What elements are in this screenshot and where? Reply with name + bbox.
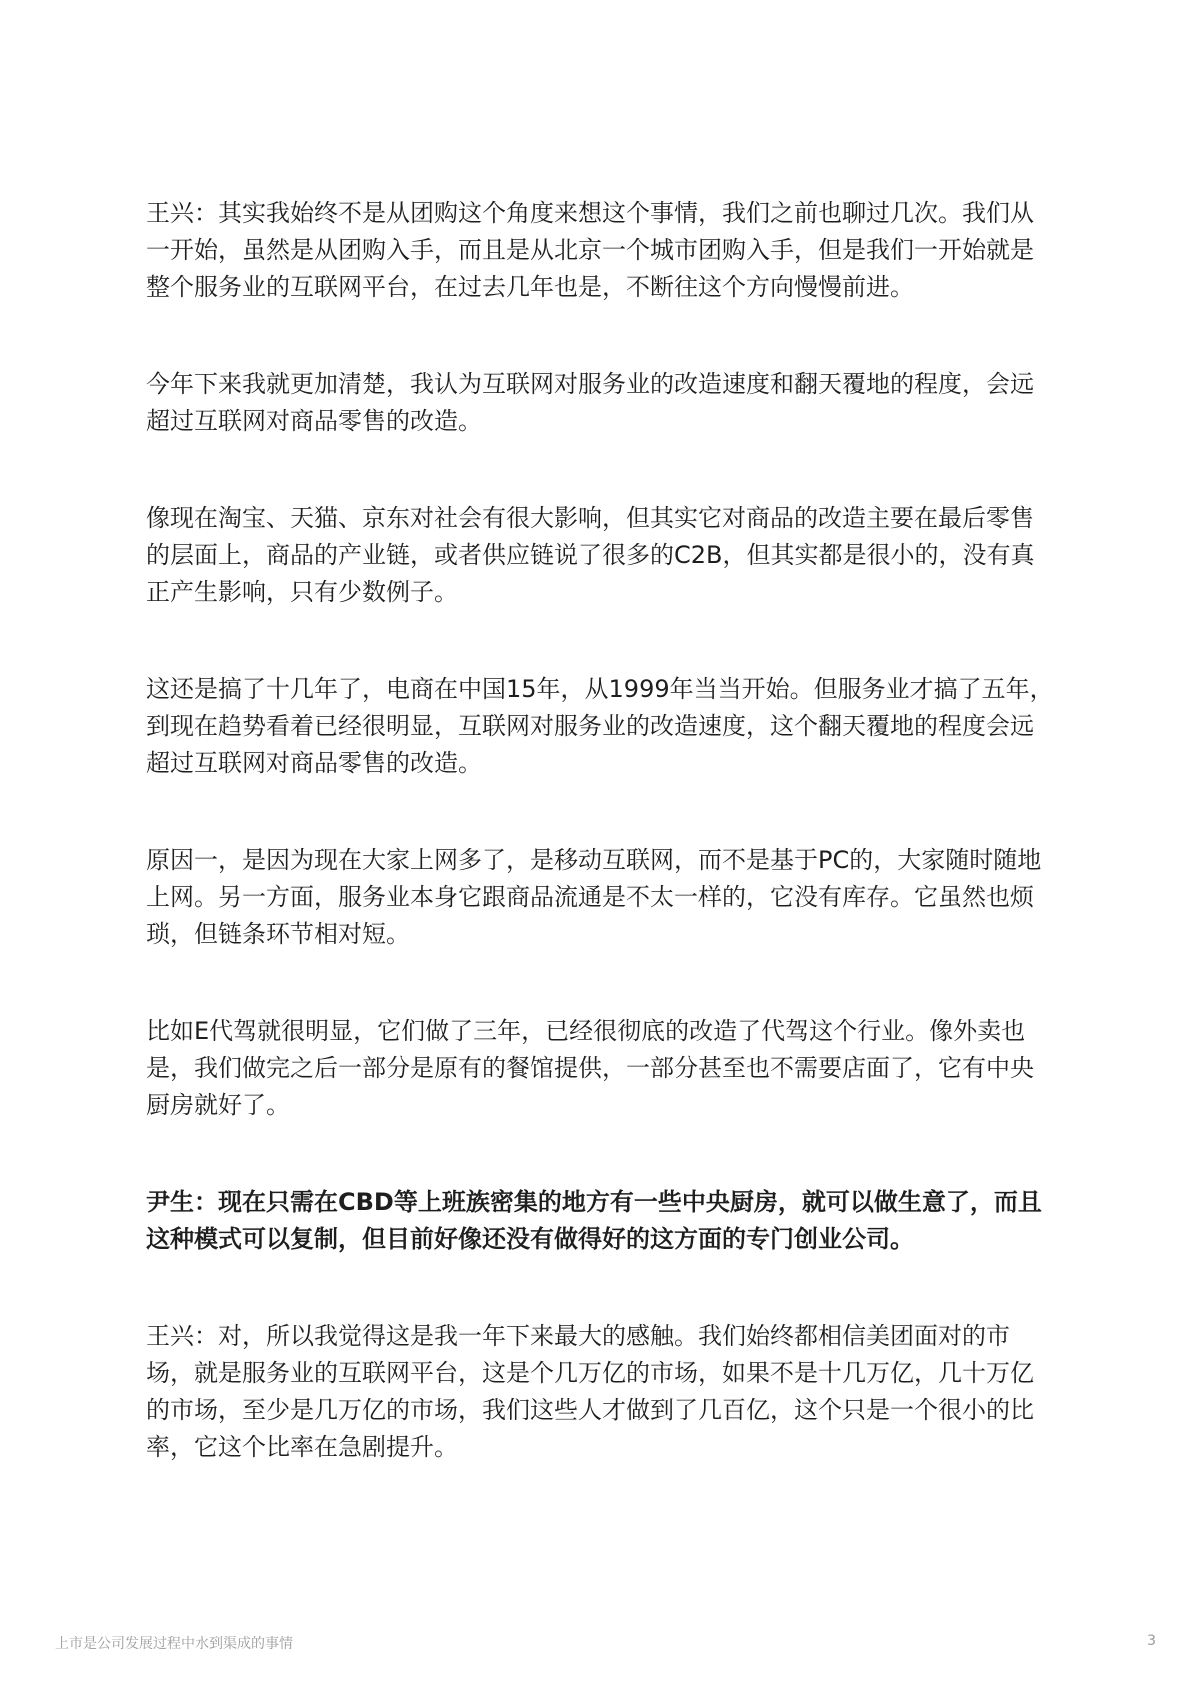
paragraph [146, 1318, 1076, 1466]
paragraph-line: 正产生影响，只有少数例子。 [146, 578, 458, 606]
paragraph [146, 671, 1076, 782]
paragraph-line: 的市场，至少是几万亿的市场，我们这些人才做到了几百亿，这个只是一个很小的比 [146, 1396, 1034, 1424]
paragraph-line: 上网。另一方面，服务业本身它跟商品流通是不太一样的，它没有库存。它虽然也烦 [146, 883, 1034, 911]
paragraph [146, 842, 1076, 953]
paragraph-line: 整个服务业的互联网平台，在过去几年也是，不断往这个方向慢慢前进。 [146, 273, 914, 301]
paragraph-line: 是，我们做完之后一部分是原有的餐馆提供，一部分甚至也不需要店面了，它有中央 [146, 1054, 1034, 1082]
paragraph-line: 尹生：现在只需在CBD等上班族密集的地方有一些中央厨房，就可以做生意了，而且 [146, 1188, 1042, 1216]
paragraph-line: 王兴：其实我始终不是从团购这个角度来想这个事情，我们之前也聊过几次。我们从 [146, 199, 1034, 227]
paragraph-line: 超过互联网对商品零售的改造。 [146, 407, 482, 435]
document-body [146, 195, 1076, 1526]
interviewer-question-paragraph [146, 1184, 1076, 1258]
paragraph-line: 比如E代驾就很明显，它们做了三年，已经很彻底的改造了代驾这个行业。像外卖也 [146, 1017, 1026, 1045]
paragraph-line: 原因一，是因为现在大家上网多了，是移动互联网，而不是基于PC的，大家随时随地 [146, 846, 1042, 874]
paragraph [146, 195, 1076, 306]
paragraph-line: 场，就是服务业的互联网平台，这是个几万亿的市场，如果不是十几万亿，几十万亿 [146, 1359, 1034, 1387]
paragraph-line: 这种模式可以复制，但目前好像还没有做得好的这方面的专门创业公司。 [146, 1225, 914, 1253]
paragraph [146, 500, 1076, 611]
paragraph-line: 一开始，虽然是从团购入手，而且是从北京一个城市团购入手，但是我们一开始就是 [146, 236, 1034, 264]
footer-document-title: 上市是公司发展过程中水到渠成的事情 [55, 1636, 293, 1652]
paragraph-line: 超过互联网对商品零售的改造。 [146, 749, 482, 777]
footer-page-number: 3 [1147, 1633, 1156, 1649]
paragraph-line: 的层面上，商品的产业链，或者供应链说了很多的C2B，但其实都是很小的，没有真 [146, 541, 1035, 569]
paragraph-line: 厨房就好了。 [146, 1091, 290, 1119]
paragraph [146, 366, 1076, 440]
paragraph-line: 这还是搞了十几年了，电商在中国15年，从1999年当当开始。但服务业才搞了五年， [146, 675, 1054, 703]
paragraph [146, 1013, 1076, 1124]
paragraph-line: 琐，但链条环节相对短。 [146, 920, 410, 948]
paragraph-line: 王兴：对，所以我觉得这是我一年下来最大的感触。我们始终都相信美团面对的市 [146, 1322, 1010, 1350]
paragraph-line: 今年下来我就更加清楚，我认为互联网对服务业的改造速度和翻天覆地的程度，会远 [146, 370, 1034, 398]
paragraph-line: 到现在趋势看着已经很明显，互联网对服务业的改造速度，这个翻天覆地的程度会远 [146, 712, 1034, 740]
paragraph-line: 率，它这个比率在急剧提升。 [146, 1433, 458, 1461]
paragraph-line: 像现在淘宝、天猫、京东对社会有很大影响，但其实它对商品的改造主要在最后零售 [146, 504, 1034, 532]
